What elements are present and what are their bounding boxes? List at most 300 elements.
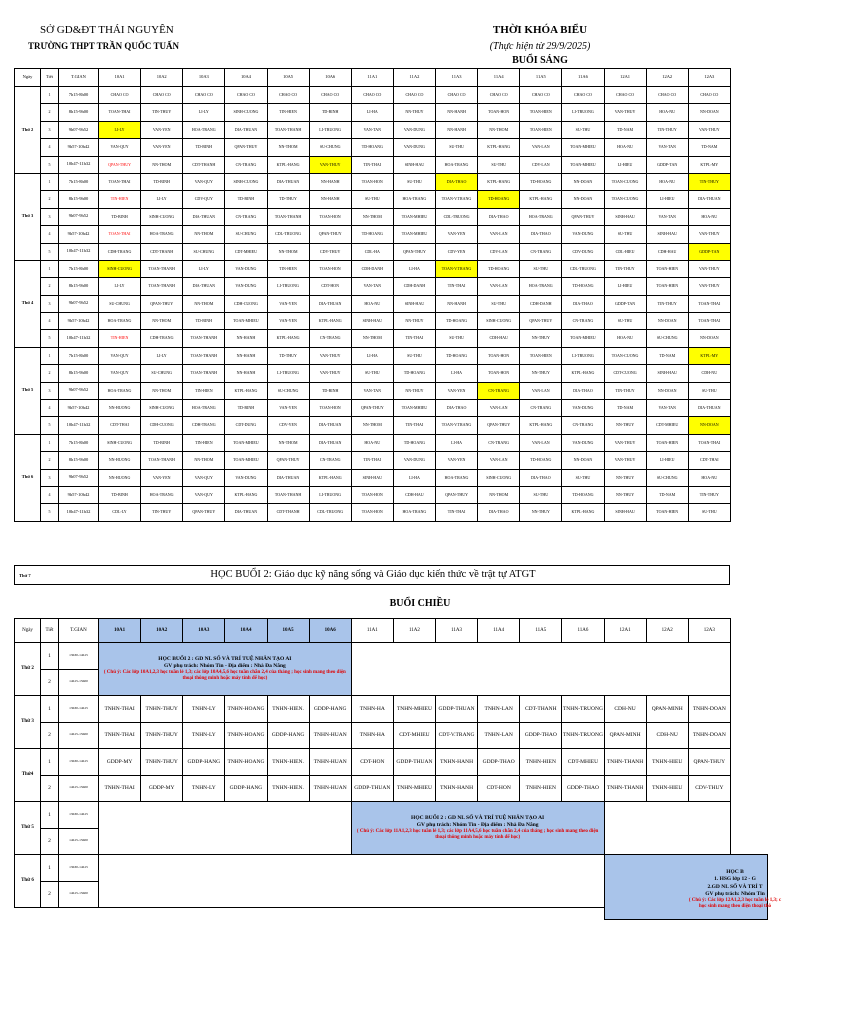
- timetable-cell: CN-TRANG: [225, 208, 267, 225]
- timetable-cell: QPAN-THUY: [351, 400, 393, 417]
- period-number: 2: [41, 722, 59, 749]
- grade12-note-line2: 2.GD NL SỐ VÀ TRÍ T: [707, 883, 763, 890]
- afternoon-row: [15, 802, 731, 829]
- timetable-cell: CDH-TRANG: [183, 417, 225, 434]
- morning-col-header: 10A4: [225, 69, 267, 87]
- timetable-cell: LI-HA: [393, 469, 435, 486]
- timetable-cell: NN-THOM: [267, 434, 309, 451]
- timetable-cell: SU-THU: [562, 121, 604, 138]
- timetable-cell: TOAN-HIEN: [646, 504, 688, 521]
- timetable-cell: LI-HIEU: [604, 156, 646, 173]
- timetable-cell: KTPL-HANG: [225, 486, 267, 503]
- day-label: Thứ 2: [15, 87, 41, 174]
- timetable-cell: DIA-THAO: [562, 295, 604, 312]
- period-number: 2: [41, 881, 59, 908]
- timetable-cell: KTPL-HANG: [478, 139, 520, 156]
- timetable-cell: CDH-TRANG: [99, 243, 141, 260]
- morning-col-header: 10A2: [141, 69, 183, 87]
- timetable-cell: HOA-NU: [646, 104, 688, 121]
- timetable-cell: LI-HA: [436, 434, 478, 451]
- timetable-cell: CDT-THAI: [688, 452, 730, 469]
- timetable-cell: TOAN-MHIEU: [393, 400, 435, 417]
- timetable-cell: TNHN-HA: [351, 722, 393, 749]
- timetable-cell: SINH-CUONG: [141, 208, 183, 225]
- period-time: 14h15-15h00: [59, 669, 99, 696]
- afternoon-row: [15, 696, 731, 723]
- timetable-cell: SU-THU: [393, 173, 435, 190]
- grade12-note-line1: 1. HSG lớp 12 - G: [714, 876, 756, 883]
- timetable-cell: TOAN-HON: [351, 486, 393, 503]
- timetable-cell: TD-HOANG: [478, 191, 520, 208]
- timetable-cell: VAN-THUY: [309, 365, 351, 382]
- timetable-cell: CDL-HIEU: [604, 243, 646, 260]
- timetable-cell: HOA-TRANG: [99, 382, 141, 399]
- timetable-cell: TIN-THAI: [436, 278, 478, 295]
- timetable-cell: TD-HOANG: [520, 173, 562, 190]
- timetable-cell: TNHN-THAI: [99, 696, 141, 723]
- timetable-cell: TNHN-HIEN: [520, 749, 562, 776]
- period-number: 4: [41, 313, 59, 330]
- department-name: SỞ GD&ĐT THÁI NGUYÊN: [40, 24, 174, 36]
- timetable-cell: CHAO CO: [309, 87, 351, 104]
- timetable-cell: SU-THU: [688, 382, 730, 399]
- timetable-cell: NN-DOAN: [688, 330, 730, 347]
- timetable-cell: TOAN-V.TRANG: [436, 417, 478, 434]
- timetable-cell: CHAO CO: [646, 87, 688, 104]
- timetable-cell: TIN-HIEN: [183, 382, 225, 399]
- page-header: [0, 0, 768, 70]
- timetable-cell: LI-LY: [183, 104, 225, 121]
- timetable-cell: DIA-THUAN: [225, 504, 267, 521]
- period-number: 5: [41, 330, 59, 347]
- timetable-cell: SINH-HAU: [604, 208, 646, 225]
- empty-cell: [99, 802, 352, 855]
- timetable-cell: NN-THUY: [520, 365, 562, 382]
- timetable-cell: VAN-THUY: [309, 347, 351, 364]
- note-line1: [352, 815, 604, 822]
- timetable-cell: TNHN-LY: [183, 775, 225, 802]
- timetable-cell: TD-HOANG: [351, 139, 393, 156]
- period-time: 9h57-10h42: [59, 486, 99, 503]
- timetable-cell: DIA-THAO: [562, 382, 604, 399]
- timetable-cell: VAN-THUY: [604, 104, 646, 121]
- timetable-cell: TNHN-HIEN.: [267, 696, 309, 723]
- timetable-cell: CDV-LAN: [520, 156, 562, 173]
- timetable-cell: VAN-QUY: [99, 139, 141, 156]
- morning-timetable: [14, 68, 731, 522]
- timetable-cell: CN-TRANG: [520, 400, 562, 417]
- morning-row: [15, 208, 731, 225]
- timetable-cell: SINH-HAU: [646, 226, 688, 243]
- period-number: 1: [41, 173, 59, 190]
- period-number: 5: [41, 156, 59, 173]
- morning-col-header: 12A3: [688, 69, 730, 87]
- afternoon-session-title: BUỔI CHIỀU: [389, 598, 451, 609]
- afternoon-col-header: 10A3: [183, 619, 225, 643]
- timetable-cell: GDDP-THUAN: [436, 696, 478, 723]
- timetable-cell: CDT-V.TRANG: [436, 722, 478, 749]
- timetable-cell: KTPL-HANG: [267, 156, 309, 173]
- timetable-cell: CDL-TRUONG: [309, 504, 351, 521]
- timetable-cell: NN-HANH: [225, 365, 267, 382]
- timetable-cell: QPAN-THUY: [141, 295, 183, 312]
- ai-session-note: [351, 802, 604, 855]
- period-time: 8h15-9h00: [59, 365, 99, 382]
- timetable-cell: TOAN-HIEN: [646, 278, 688, 295]
- timetable-cell: VAN-TAN: [351, 278, 393, 295]
- period-time: 9h07-9h52: [59, 295, 99, 312]
- timetable-cell: LI-HIEU: [646, 191, 688, 208]
- timetable-cell: KTPL-HANG: [478, 173, 520, 190]
- timetable-cell: SU-THU: [393, 347, 435, 364]
- timetable-cell: GDDP-HANG: [225, 775, 267, 802]
- note-line3: ( Chú ý: Các lớp 11A1,2,3 học tuần lẻ 1,3; các lớp 11A4,5,6 học tuần chẵn 2,4 của tháng ; học sinh mang theo điện thoại thông minh hoặc máy tính để học): [356, 829, 599, 841]
- morning-col-header: 11A6: [562, 69, 604, 87]
- timetable-cell: TNHN-LY: [183, 722, 225, 749]
- timetable-cell: GDDP-HANG: [183, 749, 225, 776]
- timetable-cell: CDV-THUY: [309, 243, 351, 260]
- timetable-cell: TD-BINH: [225, 191, 267, 208]
- timetable-cell: TIN-THUY: [604, 260, 646, 277]
- timetable-cell: HOA-NU: [604, 139, 646, 156]
- timetable-cell: TIN-THUY: [688, 173, 730, 190]
- timetable-cell: TIN-THUY: [646, 121, 688, 138]
- timetable-cell: TOAN-HIEN: [520, 121, 562, 138]
- timetable-cell: NN-THOM: [351, 417, 393, 434]
- note-line2: [352, 822, 604, 829]
- timetable-cell: NN-HUONG: [99, 400, 141, 417]
- timetable-cell: VAN-YEN: [267, 313, 309, 330]
- timetable-cell: VAN-YEN: [141, 121, 183, 138]
- timetable-cell: CDT-HON: [478, 775, 520, 802]
- timetable-cell: GDDP-TAN: [688, 243, 730, 260]
- timetable-cell: VAN-THUY: [688, 121, 730, 138]
- timetable-cell: CDT-THANH: [141, 243, 183, 260]
- timetable-cell: HOA-TRANG: [99, 313, 141, 330]
- period-number: 3: [41, 295, 59, 312]
- timetable-cell: KTPL-HANG: [309, 313, 351, 330]
- grade12-note-line5: học sinh mang theo điện thoại thô: [699, 904, 771, 910]
- timetable-cell: TNHN-HANH: [436, 749, 478, 776]
- timetable-cell: TD-BINH: [141, 173, 183, 190]
- timetable-cell: TOAN-HON: [309, 208, 351, 225]
- period-time: 14h15-15h00: [59, 775, 99, 802]
- morning-col-header: Tiết: [41, 69, 59, 87]
- timetable-cell: TNHN-HUAN: [309, 749, 351, 776]
- timetable-cell: TOAN-THAI: [99, 226, 141, 243]
- timetable-cell: CDT-DUNG: [225, 417, 267, 434]
- morning-col-header: 10A1: [99, 69, 141, 87]
- timetable-cell: TOAN-THANH: [267, 486, 309, 503]
- period-number: 5: [41, 417, 59, 434]
- morning-col-header: 11A2: [393, 69, 435, 87]
- period-time: 7h15-8h00: [59, 347, 99, 364]
- morning-col-header: 11A1: [351, 69, 393, 87]
- timetable-cell: HOA-TRANG: [520, 208, 562, 225]
- timetable-cell: SINH-HAU: [604, 504, 646, 521]
- timetable-cell: LI-HA: [436, 365, 478, 382]
- timetable-cell: CDV-LAN: [478, 243, 520, 260]
- timetable-cell: CDT-HON: [309, 278, 351, 295]
- morning-row: [15, 278, 731, 295]
- timetable-cell: DIA-THAO: [478, 208, 520, 225]
- empty-cell: [604, 802, 730, 855]
- timetable-cell: VAN-LAN: [520, 139, 562, 156]
- timetable-cell: TNHN-HOANG: [225, 749, 267, 776]
- timetable-cell: CDH-TRANG: [141, 330, 183, 347]
- morning-header-row: [15, 69, 731, 87]
- timetable-cell: CDH-NU: [604, 696, 646, 723]
- timetable-cell: TOAN-THAI: [99, 104, 141, 121]
- timetable-cell: TD-THUY: [267, 347, 309, 364]
- timetable-cell: CDL-TRUONG: [562, 260, 604, 277]
- timetable-cell: SU-THU: [604, 226, 646, 243]
- period-number: 1: [41, 260, 59, 277]
- morning-row: [15, 365, 731, 382]
- timetable-cell: NN-THOM: [351, 330, 393, 347]
- timetable-cell: TD-THUY: [267, 191, 309, 208]
- timetable-cell: TOAN-CUONG: [604, 191, 646, 208]
- timetable-cell: VAN-YEN: [436, 452, 478, 469]
- morning-col-header: Ngày: [15, 69, 41, 87]
- timetable-cell: VAN-LAN: [478, 278, 520, 295]
- morning-row: [15, 347, 731, 364]
- timetable-cell: CHAO CO: [393, 87, 435, 104]
- timetable-cell: KTPL-HANG: [267, 330, 309, 347]
- timetable-cell: SU-THU: [478, 156, 520, 173]
- timetable-cell: NN-DOAN: [562, 191, 604, 208]
- note-line3: ( Chú ý: Các lớp 10A1,2,3 học tuần lẻ 1,3; các lớp 10A4,5,6 học tuần chẵn 2,4 của tháng ; học sinh mang theo điện thoại thông minh hoặc máy tính để học): [103, 670, 346, 682]
- afternoon-col-header: 10A1: [99, 619, 141, 643]
- timetable-cell: SINH-CUONG: [141, 400, 183, 417]
- timetable-cell: TOAN-THAI: [688, 434, 730, 451]
- grade12-note: [605, 869, 865, 911]
- timetable-cell: SINH-HAU: [351, 469, 393, 486]
- timetable-cell: DIA-THUAN: [183, 208, 225, 225]
- timetable-cell: TOAN-THAI: [688, 313, 730, 330]
- timetable-cell: CHAO CO: [604, 87, 646, 104]
- timetable-cell: LI-HA: [351, 104, 393, 121]
- timetable-cell: SINH-HAU: [393, 295, 435, 312]
- timetable-cell: CDT-THANH: [520, 696, 562, 723]
- timetable-cell: TIN-HIEN: [99, 191, 141, 208]
- timetable-cell: NN-THUY: [520, 330, 562, 347]
- timetable-cell: LI-LY: [141, 347, 183, 364]
- timetable-cell: KTPL-MY: [688, 347, 730, 364]
- timetable-cell: TIN-THAI: [393, 330, 435, 347]
- afternoon-col-header: 11A1: [351, 619, 393, 643]
- afternoon-col-header: 10A5: [267, 619, 309, 643]
- timetable-cell: TOAN-MHIEU: [225, 434, 267, 451]
- period-time: 10h47-11h32: [59, 243, 99, 260]
- timetable-cell: CN-TRANG: [562, 417, 604, 434]
- timetable-cell: CN-TRANG: [309, 330, 351, 347]
- saturday-session2-banner: [14, 565, 730, 585]
- timetable-cell: TIN-THAI: [351, 452, 393, 469]
- timetable-cell: VAN-DUNG: [562, 434, 604, 451]
- timetable-cell: NN-HANH: [436, 295, 478, 312]
- timetable-cell: DIA-THAO: [478, 504, 520, 521]
- timetable-cell: TIN-THAI: [393, 417, 435, 434]
- timetable-cell: HOA-TRANG: [436, 156, 478, 173]
- period-number: 2: [41, 828, 59, 855]
- timetable-cell: GDDP-MY: [141, 775, 183, 802]
- timetable-cell: TD-HOANG: [562, 278, 604, 295]
- note-teacher: GV phụ trách: Nhóm Tin - Địa điểm : Nhà Đa Năng: [163, 662, 286, 669]
- morning-col-header: 11A4: [478, 69, 520, 87]
- timetable-cell: CDH-CUONG: [225, 295, 267, 312]
- timetable-cell: VAN-THUY: [309, 156, 351, 173]
- timetable-cell: CHAO CO: [436, 87, 478, 104]
- timetable-cell: SU-CHUNG: [646, 469, 688, 486]
- timetable-cell: VAN-DUNG: [225, 469, 267, 486]
- afternoon-col-header: 11A3: [436, 619, 478, 643]
- morning-row: [15, 191, 731, 208]
- morning-row: [15, 121, 731, 138]
- timetable-cell: SU-CHUNG: [267, 382, 309, 399]
- timetable-cell: TOAN-HON: [478, 347, 520, 364]
- timetable-cell: TOAN-HON: [478, 365, 520, 382]
- morning-row: [15, 330, 731, 347]
- morning-row: [15, 139, 731, 156]
- timetable-cell: TOAN-HON: [478, 104, 520, 121]
- afternoon-col-header: 11A2: [393, 619, 435, 643]
- timetable-cell: VAN-DUNG: [225, 278, 267, 295]
- afternoon-col-header: Ngày: [15, 619, 41, 643]
- timetable-cell: TNHN-HIEN: [520, 775, 562, 802]
- timetable-cell: TOAN-HON: [351, 173, 393, 190]
- timetable-cell: NN-THUY: [604, 469, 646, 486]
- day-label: Thứ 5: [15, 802, 41, 855]
- timetable-cell: NN-THOM: [351, 208, 393, 225]
- timetable-cell: TOAN-HIEN: [646, 260, 688, 277]
- timetable-cell: SU-THU: [478, 295, 520, 312]
- timetable-cell: LI-LY: [183, 260, 225, 277]
- timetable-cell: CHAO CO: [562, 87, 604, 104]
- timetable-cell: TOAN-THANH: [183, 365, 225, 382]
- period-number: 2: [41, 365, 59, 382]
- morning-col-header: 11A3: [436, 69, 478, 87]
- timetable-cell: HOA-TRANG: [393, 191, 435, 208]
- timetable-cell: SU-THU: [351, 191, 393, 208]
- timetable-cell: CDT-MHIEU: [225, 243, 267, 260]
- timetable-cell: VAN-QUY: [183, 486, 225, 503]
- timetable-cell: TNHN-DOAN: [688, 722, 730, 749]
- timetable-cell: NN-THOM: [141, 156, 183, 173]
- timetable-cell: DIA-THAO: [520, 226, 562, 243]
- period-time: 9h07-9h52: [59, 208, 99, 225]
- afternoon-row: [15, 749, 731, 776]
- timetable-cell: QPAN-THUY: [99, 156, 141, 173]
- timetable-cell: CN-TRANG: [520, 243, 562, 260]
- timetable-cell: TD-HOANG: [436, 347, 478, 364]
- timetable-cell: DIA-THUAN: [309, 295, 351, 312]
- saturday-session2-text: HỌC BUỔI 2: Giáo dục kỹ năng sống và Giáo dục kiến thức về trật tự ATGT: [210, 569, 536, 580]
- timetable-cell: HOA-TRANG: [141, 486, 183, 503]
- period-time: 9h07-9h52: [59, 121, 99, 138]
- timetable-cell: TOAN-MHIEU: [562, 139, 604, 156]
- timetable-cell: DIA-THUAN: [309, 434, 351, 451]
- timetable-cell: CHAO CO: [183, 87, 225, 104]
- timetable-cell: TNHN-THAI: [99, 722, 141, 749]
- morning-col-header: T.GIAN: [59, 69, 99, 87]
- timetable-cell: TNHN-MHIEU: [393, 775, 435, 802]
- period-number: 1: [41, 347, 59, 364]
- period-number: 1: [41, 434, 59, 451]
- timetable-cell: TD-NAM: [646, 486, 688, 503]
- timetable-cell: NN-DOAN: [646, 313, 688, 330]
- morning-col-header: 11A5: [520, 69, 562, 87]
- empty-cell: [351, 643, 730, 696]
- timetable-cell: TOAN-HON: [309, 260, 351, 277]
- timetable-cell: NN-DOAN: [646, 382, 688, 399]
- timetable-cell: TOAN-MHIEU: [225, 313, 267, 330]
- timetable-cell: HOA-TRANG: [183, 121, 225, 138]
- note-title: HỌC BUỔI 2 : GD NL SỐ VÀ TRÍ TUỆ NHÂN TẠO AI: [158, 655, 292, 662]
- timetable-cell: CDV-YEN: [436, 243, 478, 260]
- timetable-cell: SINH-CUONG: [99, 434, 141, 451]
- timetable-cell: NN-THOM: [478, 121, 520, 138]
- timetable-cell: NN-THOM: [478, 486, 520, 503]
- timetable-cell: TNHN-LAN: [478, 722, 520, 749]
- timetable-cell: CDL-TRUONG: [436, 208, 478, 225]
- timetable-cell: CDT-HON: [351, 749, 393, 776]
- timetable-cell: GDDP-HANG: [267, 722, 309, 749]
- morning-row: [15, 400, 731, 417]
- timetable-cell: VAN-LAN: [478, 452, 520, 469]
- timetable-cell: DIA-THUAN: [309, 417, 351, 434]
- timetable-cell: NN-THUY: [604, 486, 646, 503]
- day-label: Thứ 6: [15, 434, 41, 521]
- day-label: Thứ 3: [15, 696, 41, 749]
- timetable-cell: TD-HOANG: [393, 365, 435, 382]
- morning-col-header: 12A2: [646, 69, 688, 87]
- morning-row: [15, 486, 731, 503]
- timetable-cell: CDH-CUONG: [141, 417, 183, 434]
- timetable-cell: DIA-THUAN: [688, 400, 730, 417]
- timetable-cell: SINH-HAU: [646, 365, 688, 382]
- timetable-cell: TIN-THAI: [351, 156, 393, 173]
- morning-row: [15, 382, 731, 399]
- timetable-cell: TD-BINH: [309, 382, 351, 399]
- timetable-cell: NN-THUY: [520, 504, 562, 521]
- timetable-cell: TOAN-CUONG: [604, 347, 646, 364]
- day-label: Thứ4: [15, 749, 41, 802]
- timetable-cell: SU-CHUNG: [141, 365, 183, 382]
- afternoon-col-header: 11A6: [562, 619, 604, 643]
- timetable-cell: HOA-TRANG: [183, 400, 225, 417]
- timetable-cell: TNHN-THUY: [141, 722, 183, 749]
- timetable-cell: TD-NAM: [604, 121, 646, 138]
- timetable-cell: QPAN-THUY: [562, 208, 604, 225]
- timetable-cell: QPAN-THUY: [393, 243, 435, 260]
- timetable-cell: TD-NAM: [604, 400, 646, 417]
- timetable-cell: CHAO CO: [351, 87, 393, 104]
- timetable-cell: CDT-CUONG: [604, 365, 646, 382]
- timetable-cell: CDV-DUNG: [562, 243, 604, 260]
- period-time: 13h30-14h15: [59, 855, 99, 882]
- period-number: 3: [41, 208, 59, 225]
- timetable-cell: SINH-HAU: [393, 156, 435, 173]
- grade12-note-line4: ( Chú ý: Các lớp 12A1,2,3 học tuần lẻ 1,3; c: [688, 898, 782, 903]
- period-time: 9h57-10h42: [59, 226, 99, 243]
- timetable-cell: TNHN-HOANG: [225, 722, 267, 749]
- period-time: 8h15-9h00: [59, 191, 99, 208]
- timetable-cell: TIN-HIEN: [267, 104, 309, 121]
- timetable-cell: TOAN-THANH: [141, 278, 183, 295]
- timetable-cell: TOAN-HIEN: [646, 434, 688, 451]
- timetable-cell: VAN-THUY: [688, 260, 730, 277]
